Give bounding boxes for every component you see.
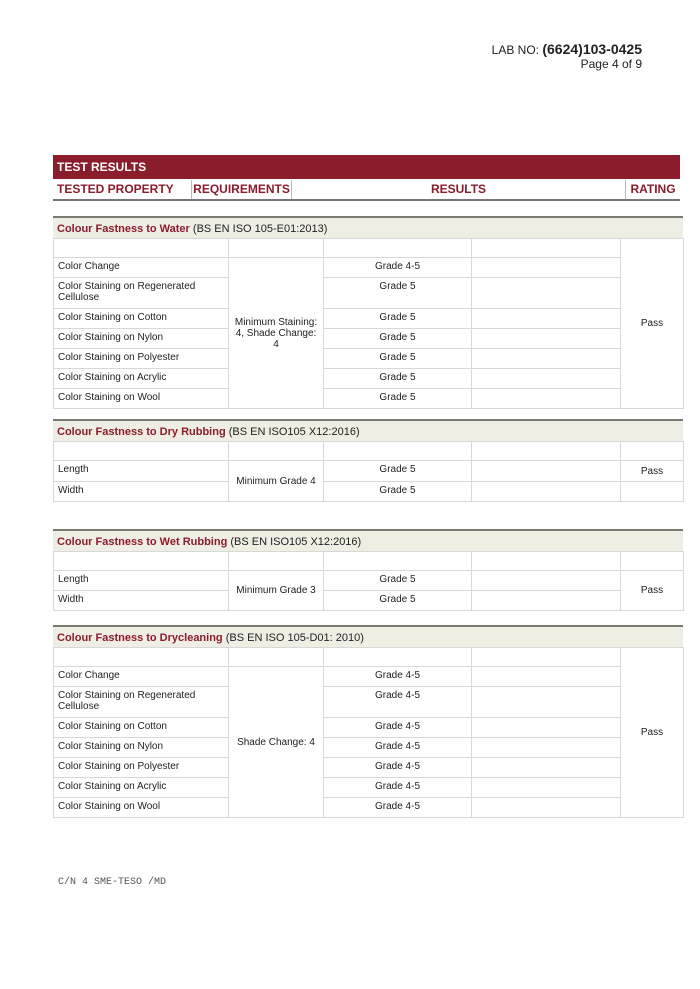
table-row [54, 718, 684, 738]
rating-cell: Pass [621, 239, 684, 409]
table-row [54, 239, 684, 258]
section-header-wet-rubbing [53, 529, 683, 551]
lab-label: LAB NO: [491, 43, 540, 57]
table-row [54, 571, 684, 591]
table-row [54, 738, 684, 758]
section-standard: (BS EN ISO105 X12:2016) [230, 536, 362, 548]
section-table-wet-rubbing [53, 551, 684, 611]
result-cell: Grade 5 [324, 591, 472, 611]
property-cell: Color Staining on Regenerated Cellulose [54, 687, 229, 718]
table-row [54, 442, 684, 461]
property-cell: Width [54, 591, 229, 611]
result-cell: Grade 5 [324, 389, 472, 409]
property-cell: Length [54, 461, 229, 482]
section-table-dry-rubbing [53, 441, 684, 502]
table-row [54, 591, 684, 611]
section-name: Colour Fastness to Dry Rubbing [57, 426, 226, 438]
column-header-rating: RATING [630, 182, 676, 196]
table-row [54, 798, 684, 818]
result-cell: Grade 4-5 [324, 738, 472, 758]
section-header-dry-rubbing [53, 419, 683, 441]
table-row [54, 687, 684, 718]
section-name: Colour Fastness to Water [57, 223, 190, 235]
property-cell: Color Change [54, 258, 229, 278]
property-cell: Color Staining on Wool [54, 389, 229, 409]
property-cell: Color Staining on Acrylic [54, 778, 229, 798]
property-cell: Color Staining on Acrylic [54, 369, 229, 389]
table-row [54, 258, 684, 278]
table-row [54, 389, 684, 409]
result-cell: Grade 5 [324, 461, 472, 482]
property-cell: Color Change [54, 667, 229, 687]
result-cell: Grade 4-5 [324, 667, 472, 687]
section-name: Colour Fastness to Drycleaning [57, 632, 223, 644]
result-cell: Grade 5 [324, 349, 472, 369]
result-cell: Grade 4-5 [324, 687, 472, 718]
column-header-property: TESTED PROPERTY [53, 180, 192, 199]
table-row [54, 278, 684, 309]
property-cell: Color Staining on Cotton [54, 718, 229, 738]
result-cell: Grade 4-5 [324, 718, 472, 738]
table-row [54, 369, 684, 389]
property-cell: Color Staining on Wool [54, 798, 229, 818]
table-row [54, 482, 684, 502]
table-row [54, 329, 684, 349]
property-cell: Width [54, 482, 229, 502]
table-row [54, 778, 684, 798]
table-row [54, 667, 684, 687]
section-table-water [53, 238, 684, 409]
property-cell: Color Staining on Polyester [54, 349, 229, 369]
result-cell: Grade 5 [324, 571, 472, 591]
rating-cell: Pass [621, 461, 684, 482]
property-cell: Color Staining on Regenerated Cellulose [54, 278, 229, 309]
table-row [54, 552, 684, 571]
property-cell: Color Staining on Nylon [54, 738, 229, 758]
requirement-cell: Shade Change: 4 [229, 667, 324, 818]
result-cell: Grade 4-5 [324, 798, 472, 818]
lab-header [492, 42, 642, 71]
result-cell: Grade 5 [324, 278, 472, 309]
test-results-title: TEST RESULTS [53, 155, 680, 179]
lab-number: (6624)103-0425 [542, 41, 642, 57]
rating-cell: Pass [621, 571, 684, 611]
rating-cell: Pass [621, 648, 684, 818]
result-cell: Grade 5 [324, 369, 472, 389]
result-cell: Grade 5 [324, 482, 472, 502]
page-number: Page 4 of 9 [580, 57, 642, 71]
column-header-requirements: REQUIREMENTS [192, 180, 292, 199]
table-row [54, 461, 684, 482]
property-cell: Color Staining on Nylon [54, 329, 229, 349]
result-cell: Grade 5 [324, 309, 472, 329]
result-cell: Grade 4-5 [324, 758, 472, 778]
table-row [54, 648, 684, 667]
requirement-cell: Minimum Staining: 4, Shade Change: 4 [229, 258, 324, 409]
table-row [54, 349, 684, 369]
requirement-cell: Minimum Grade 4 [229, 461, 324, 502]
table-row [54, 758, 684, 778]
result-cell: Grade 5 [324, 329, 472, 349]
property-cell: Length [54, 571, 229, 591]
section-table-drycleaning [53, 647, 684, 818]
section-standard: (BS EN ISO105 X12:2016) [228, 426, 360, 438]
result-cell: Grade 4-5 [324, 258, 472, 278]
section-standard: (BS EN ISO 105-D01: 2010) [225, 632, 364, 644]
property-cell: Color Staining on Polyester [54, 758, 229, 778]
footer-code: C/N 4 SME-TESO /MD [58, 877, 167, 888]
section-name: Colour Fastness to Wet Rubbing [57, 536, 228, 548]
section-header-drycleaning [53, 625, 683, 647]
property-cell: Color Staining on Cotton [54, 309, 229, 329]
lab-number-line [492, 42, 642, 57]
requirement-cell: Minimum Grade 3 [229, 571, 324, 611]
section-header-water [53, 216, 683, 238]
section-standard: (BS EN ISO 105-E01:2013) [192, 223, 328, 235]
column-header-results: RESULTS [292, 180, 626, 199]
result-cell: Grade 4-5 [324, 778, 472, 798]
table-row [54, 309, 684, 329]
column-header-row [53, 180, 680, 201]
